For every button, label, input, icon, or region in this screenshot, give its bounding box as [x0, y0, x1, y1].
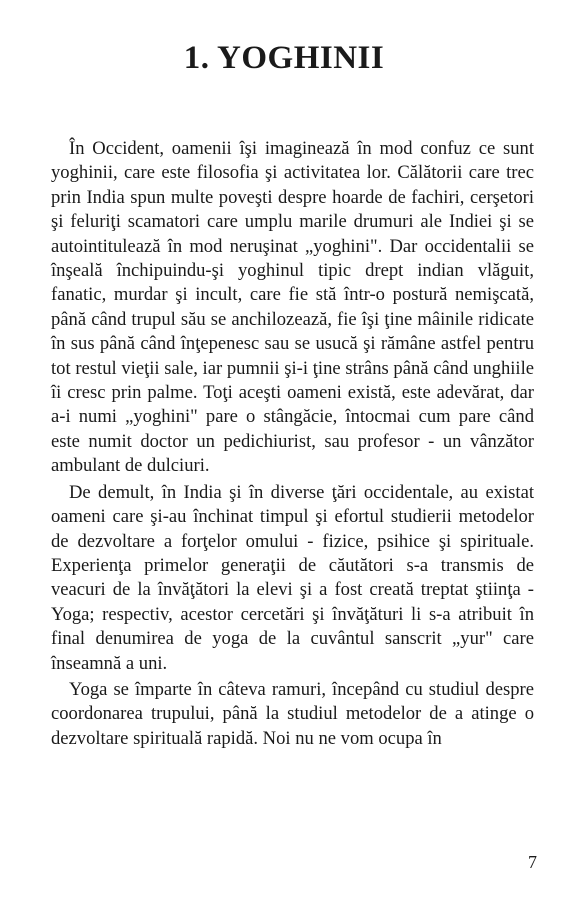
paragraph-3: Yoga se împarte în câteva ramuri, începând cu studiul despre coordonarea trupului, până la studiul metodelor de a atinge o dezvoltare spirituală rapidă. Noi nu ne vom ocupa în [51, 678, 534, 749]
page-number: 7 [528, 852, 537, 872]
chapter-title: 1. YOGHINII [183, 40, 385, 76]
paragraph-2: De demult, în India şi în diverse ţări occidentale, au existat oameni care şi-au închinat timpul şi efortul studierii metodelor de dezvoltare a forţelor omului - fizice, psihice şi spirituale. Experienţa primelor generaţii de căutători s-a transmis de veacuri de la învăţători la elevi şi a fost creată treptat ştiinţa -Yoga; respectiv, acestor cercetări şi învăţături li s-a atribuit în final denumirea de yoga de la cuvântul sanscrit „yur" care înseamnă a uni. [51, 481, 534, 674]
paragraph-1: În Occident, oamenii îşi imaginează în mod confuz ce sunt yoghinii, care este filosofia şi activitatea lor. Călătorii care trec prin India spun multe poveşti despre hoarde de fachiri, cerşetori şi feluriţi scamatori care umplu marile drumuri ale Indiei şi se autointitulează în mod neruşinat „yoghini". Dar occidentalii se înşeală închipuindu-şi yoghinul tipic drept indian vlăguit, fanatic, murdar şi incult, care fie stă într-o postură nemişcată, până când trupul său se anchilozează, fie îşi ţine mâinile ridicate în sus până când înţepenesc sau se usucă şi rămâne astfel pentru tot restul vieţii sale, iar pumnii şi-i ţine strâns până când unghiile îi cresc prin palme. Toţi aceşti oameni există, este adevărat, dar a-i numi „yoghini" pare o stângăcie, întocmai cum pare când este numit doctor un pedichiurist, sau profesor - un vânzător ambulant de dulciuri. [51, 138, 534, 477]
body-text [51, 137, 534, 753]
